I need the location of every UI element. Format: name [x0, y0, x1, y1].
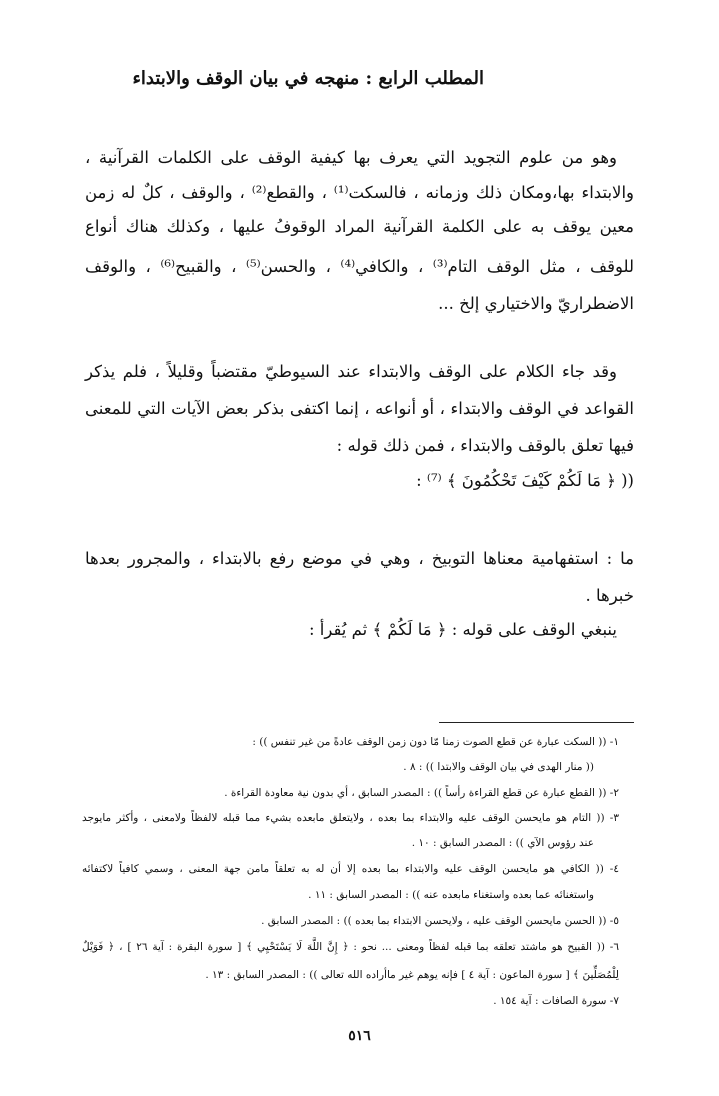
- footnote-line: ١- (( السكت عبارة عن قطع الصوت زمنا مّا دون زمن الوقف عادةً من غير تنفس )) :: [252, 736, 619, 748]
- body-line: والابتداء بها،ومكان ذلك وزمانه ، فالسكت⁽¹⁾ ، والقطع⁽²⁾ ، والوقف ، كلٌ له زمن: [85, 183, 634, 202]
- footnote-line: عند رؤوس الآي )) : المصدر السابق : ١٠ .: [411, 837, 594, 849]
- footnote-line: ٢- (( القطع عبارة عن قطع القراءة رأساً )) : المصدر السابق ، أي بدون نية معاودة القراءة .: [224, 787, 619, 799]
- footnote-line: ٧- سورة الصافات : آية ١٥٤ .: [493, 995, 619, 1007]
- footnote-line: (( منار الهدى في بيان الوقف والابتدا )) : ٨ .: [403, 761, 594, 773]
- section-title: المطلب الرابع : منهجه في بيان الوقف والابتداء: [132, 68, 484, 89]
- body-line: ينبغي الوقف على قوله : ﴿ مَا لَكُمْ ﴾ ثم يُقرأ :: [308, 620, 617, 639]
- body-line: معين يوقف به على الكلمة القرآنية المراد الوقوفُ عليها ، وكذلك هناك أنواع: [85, 217, 634, 236]
- footnote-line: ٣- (( التام هو مايحسن الوقف عليه والابتداء بما بعده ، ولايتعلق مابعده بشيء مما قبله لالفظاً ولامعنى ، وأكثر مايوجد: [82, 812, 619, 824]
- footnote-line: لِلْمُصَلِّينَ ﴾ [ سورة الماعون : آية ٤ ] فإنه يوهم غير ماأراده الله تعالى )) : المصدر السابق : ١٣ .: [205, 969, 619, 981]
- page-number: ٥١٦: [348, 1028, 371, 1044]
- footnote-line: ٦- (( القبيح هو ماشتد تعلقه بما قبله لفظاً ومعنى ... نحو : ﴿ إِنَّ اللَّهَ لَا يَسْتَحْيِي ﴾ [ سورة البقرة : آية ٢٦ ] ، ﴿ فَوَيْلٌ: [82, 941, 619, 953]
- body-line: وهو من علوم التجويد التي يعرف بها كيفية الوقف على الكلمات القرآنية ،: [85, 148, 617, 167]
- body-line: الاضطراريّ والاختياري إلخ ...: [438, 294, 634, 313]
- footnote-separator: [439, 722, 634, 723]
- body-line: القواعد في الوقف والابتداء ، أو أنواعه ، إنما اكتفى بذكر بعض الآيات التي للمعنى: [85, 399, 634, 418]
- footnote-line: ٥- (( الحسن مايحسن الوقف عليه ، ولايحسن الابتداء بما بعده )) : المصدر السابق .: [261, 915, 619, 927]
- body-line: ما : استفهامية معناها التوبيخ ، وهي في موضع رفع بالابتداء ، والمجرور بعدها: [85, 549, 634, 568]
- body-line: للوقف ، مثل الوقف التام⁽³⁾ ، والكافي⁽⁴⁾ ، والحسن⁽⁵⁾ ، والقبيح⁽⁶⁾ ، والوقف: [85, 257, 634, 276]
- quran-quote-line: (( ﴿ مَا لَكُمْ كَيْفَ تَحْكُمُونَ ﴾ ⁽⁷⁾ :: [416, 471, 634, 490]
- footnote-line: واستغنائه عما بعده واستغناء مابعده عنه )) : المصدر السابق : ١١ .: [308, 889, 594, 901]
- body-line: فيها تعلق بالوقف والابتداء ، فمن ذلك قوله :: [336, 436, 634, 455]
- body-line: خبرها .: [585, 586, 634, 605]
- footnote-line: ٤- (( الكافي هو مايحسن الوقف عليه والابتداء بما بعده إلا أن له به تعلقاً مامن جهة المعنى ، وسمي كافياً لاكتفائه: [82, 863, 619, 875]
- body-line: وقد جاء الكلام على الوقف والابتداء عند السيوطيّ مقتضباً وقليلاً ، فلم يذكر: [85, 362, 617, 381]
